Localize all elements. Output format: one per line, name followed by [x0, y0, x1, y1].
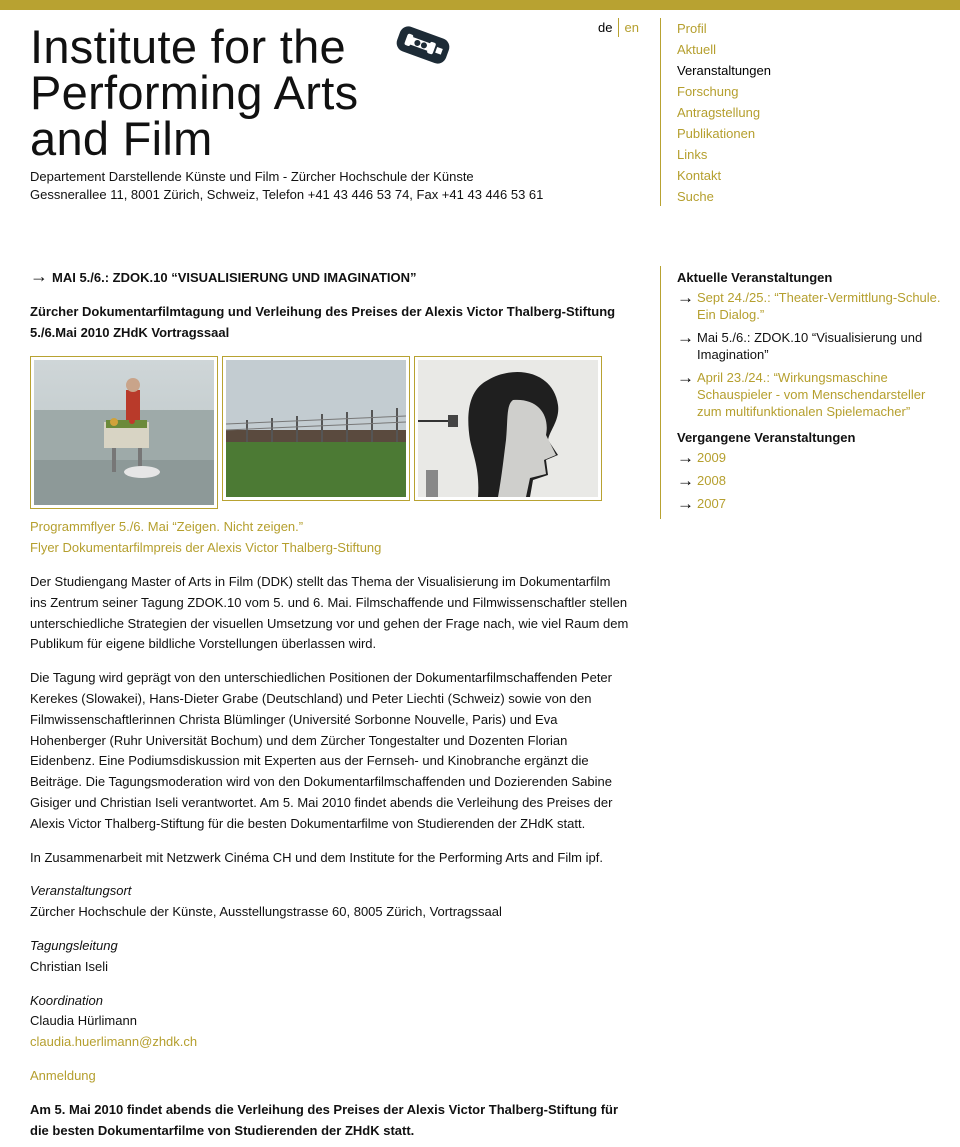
- nav-item-kontakt[interactable]: Kontakt: [677, 168, 722, 183]
- arrow-right-icon: →: [30, 266, 48, 286]
- arrow-right-icon: →: [677, 328, 694, 347]
- events-sidebar: [660, 266, 950, 519]
- site-subtitle: [30, 168, 543, 204]
- article-content: [30, 266, 630, 1147]
- arrow-right-icon: →: [677, 471, 694, 490]
- past-event-item-2008[interactable]: [677, 472, 950, 489]
- article-lead-line1: Zürcher Dokumentarfilmtagung und Verleihung des Preises der Alexis Victor Thalberg-Stiftung: [30, 303, 616, 319]
- lead-block: [30, 936, 630, 978]
- registration-block: [30, 1066, 630, 1087]
- gallery-image-fence-landscape[interactable]: [222, 356, 410, 501]
- top-accent-bar: [0, 0, 960, 10]
- nav-item-forschung[interactable]: Forschung: [677, 84, 739, 99]
- arrow-right-icon: →: [677, 448, 694, 467]
- coordination-label: Koordination: [30, 992, 103, 1008]
- article-title-text: MAI 5./6.: ZDOK.10 “VISUALISIERUNG UND IMAGINATION”: [52, 270, 417, 285]
- article-paragraph-2: Die Tagung wird geprägt von den unterschiedlichen Positionen der Dokumentarfilmschaffenden Peter Kerekes (Slowakei), Hans-Dieter Grabe (Deutschland) und Peter Liechti (Schweiz) sowie von den Filmwissenschaftlerinnen Christa Blümlinger (Université Sorbonne Nouvelle, Paris) und Eva Hohenberger (Ruhr Universität Bochum) und dem Zürcher Tongestalter und Dozenten Florian Eidenbenz. Eine Podiumsdiskussion mit Experten aus der Fernseh- und Kinobranche ergänzt die Beiträge. Die Tagungsmoderation wird von den Dokumentarfilmschaffenden und Dozierenden Sabine Gisiger und Christian Iseli verantwortet. Am 5. Mai 2010 findet abends die Verleihung des Preises der Alexis Victor Thalberg-Stiftung für die besten Dokumentarfilme von Studierenden der ZHdK statt.: [30, 670, 613, 831]
- coordination-email-link[interactable]: claudia.huerlimann@zhdk.ch: [30, 1034, 198, 1050]
- coordination-block: [30, 991, 630, 1053]
- article-paragraph-3: In Zusammenarbeit mit Netzwerk Cinéma CH und dem Institute for the Performing Arts and Film ipf.: [30, 849, 603, 865]
- article-lead-line2: 5./6.Mai 2010 ZHdK Vortragssaal: [30, 324, 230, 340]
- registration-link[interactable]: Anmeldung: [30, 1067, 96, 1083]
- past-event-label[interactable]: 2007: [697, 496, 726, 511]
- coordination-value: Claudia Hürlimann: [30, 1013, 137, 1029]
- site-title[interactable]: Institute for the Performing Arts and Film: [30, 20, 359, 165]
- venue-label: Veranstaltungsort: [30, 883, 132, 899]
- language-switch: [598, 18, 639, 37]
- nav-item-publikationen[interactable]: Publikationen: [677, 126, 756, 141]
- flyer-dokumentarfilmpreis-link[interactable]: Flyer Dokumentarfilmpreis der Alexis Victor Thalberg-Stiftung: [30, 540, 382, 556]
- conference-lead-label: Tagungsleitung: [30, 937, 118, 953]
- past-events-heading: Vergangene Veranstaltungen: [677, 430, 856, 445]
- past-event-label[interactable]: 2008: [697, 473, 726, 488]
- image-gallery: [30, 356, 630, 509]
- venue-value: Zürcher Hochschule der Künste, Ausstellungstrasse 60, 8005 Zürich, Vortragssaal: [30, 904, 502, 920]
- current-event-item-active[interactable]: [677, 329, 950, 363]
- nav-item-aktuell[interactable]: Aktuell: [677, 42, 717, 57]
- lang-de-link[interactable]: de: [598, 20, 613, 35]
- article-title: [30, 266, 630, 289]
- conference-lead-value: Christian Iseli: [30, 958, 109, 974]
- current-event-label[interactable]: Sept 24./25.: “Theater-Vermittlung-Schule. Ein Dialog.”: [697, 290, 941, 322]
- article-lead: [30, 302, 630, 344]
- current-events-heading: Aktuelle Veranstaltungen: [677, 270, 833, 285]
- photo-man-in-water: [34, 360, 214, 505]
- closing-statement: Am 5. Mai 2010 findet abends die Verleihung des Preises der Alexis Victor Thalberg-Stiftung für die besten Dokumentarfilme von Studierenden der ZHdK statt.: [30, 1101, 619, 1138]
- lang-en-link[interactable]: en: [624, 20, 639, 35]
- arrow-right-icon: →: [677, 494, 694, 513]
- venue-block: [30, 881, 630, 923]
- current-event-label[interactable]: April 23./24.: “Wirkungsmaschine Schauspieler - vom Menschendarsteller zum multifunktionalen Spielemacher”: [697, 370, 926, 419]
- nav-item-antragstellung[interactable]: Antragstellung: [677, 105, 761, 120]
- site-brand[interactable]: [30, 20, 450, 165]
- address-line: Gessnerallee 11, 8001 Zürich, Schweiz, Telefon +41 43 446 53 74, Fax +41 43 446 53 61: [30, 187, 544, 202]
- article-paragraph-1: Der Studiengang Master of Arts in Film (DDK) stellt das Thema der Visualisierung im Dokumentarfilm ins Zentrum seiner Tagung ZDOK.10 vom 5. und 6. Mai. Filmschaffende und Filmwissenschaftler stellen unterschiedliche Strategien der visuellen Umsetzung vor und gehen der Frage nach, wie viel Raum dem Publikum für eigene bildliche Vorstellungen überlassen wird.: [30, 573, 629, 652]
- arrow-right-icon: →: [677, 288, 694, 307]
- main-navigation: [660, 18, 860, 206]
- flyer-links: [30, 517, 630, 559]
- past-event-item-2007[interactable]: [677, 495, 950, 512]
- programmflyer-link[interactable]: Programmflyer 5./6. Mai “Zeigen. Nicht zeigen.”: [30, 519, 304, 535]
- nav-item-profil[interactable]: Profil: [677, 21, 707, 36]
- current-event-item[interactable]: [677, 369, 950, 420]
- film-reel-logo-icon: [393, 20, 453, 70]
- nav-item-suche[interactable]: Suche: [677, 189, 714, 204]
- arrow-right-icon: →: [677, 368, 694, 387]
- nav-item-veranstaltungen[interactable]: Veranstaltungen: [677, 63, 771, 78]
- gallery-image-profile-portrait[interactable]: [414, 356, 602, 501]
- department-line: Departement Darstellende Künste und Film - Zürcher Hochschule der Künste: [30, 169, 474, 184]
- past-event-label[interactable]: 2009: [697, 450, 726, 465]
- photo-fence-field: [226, 360, 406, 497]
- past-event-item-2009[interactable]: [677, 449, 950, 466]
- current-event-label[interactable]: Mai 5./6.: ZDOK.10 “Visualisierung und Imagination”: [697, 330, 923, 362]
- gallery-image-water-performance[interactable]: [30, 356, 218, 509]
- nav-item-links[interactable]: Links: [677, 147, 708, 162]
- photo-profile-portrait: [418, 360, 598, 497]
- current-event-item[interactable]: [677, 289, 950, 323]
